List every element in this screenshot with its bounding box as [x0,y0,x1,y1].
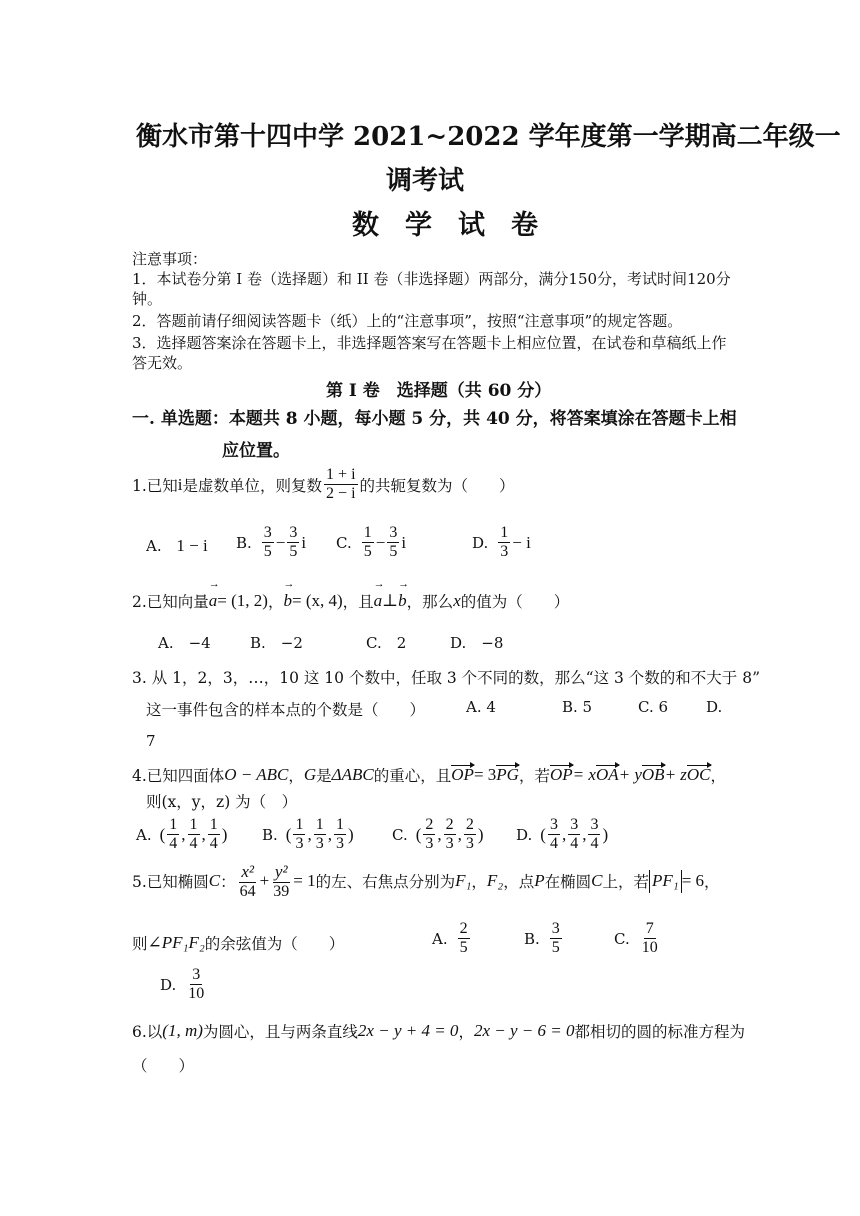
q1-option-c [336,524,406,562]
exam-subtitle: 数学试卷 [352,210,564,241]
q1-b-i: i [301,532,307,552]
q1-b-d2: 5 [289,543,298,561]
q4-d-d1: 4 [549,835,558,853]
q5-b-n: 3 [550,920,562,939]
note-item-3a: 3．选择题答案涂在答题卡上，非选择题答案写在答题卡上相应位置，在试卷和草稿纸上作 [132,334,727,352]
question-3-line1: 3. 从 1，2，3，…，10 这 10 个数中，任取 3 个不同的数，那么“这 3 个数的和不大于 8” [132,669,761,687]
q1-b-frac2 [287,524,299,562]
q4-d-n3: 3 [588,816,600,835]
note-item-2: 2．答题前请仔细阅读答题卡（纸）上的“注意事项”，按照“注意事项”的规定答题。 [132,312,683,330]
q4-a-n3: 1 [208,816,220,835]
q3-option-b: B. 5 [562,698,593,716]
q1-option-a-value: 1 − i [176,536,208,555]
exam-title-line1: 衡水市第十四中学 2021~2022 学年度第一学期高二年级一 [136,122,841,152]
q5-option-b [524,920,564,958]
q4-plus2: + z [664,765,687,784]
q5-end: ， [704,873,720,892]
q5-option-c-label: C. [614,929,630,948]
q5-a-n: 2 [458,920,470,939]
q4-c-d1: 3 [425,835,434,853]
q4-a-d3: 4 [209,835,218,853]
q5-p: P [534,871,545,891]
q1-suffix: 的共轭复数为（ ） [359,476,515,495]
q4-b-d2: 3 [315,835,324,853]
q1-option-b-label: B. [236,533,252,552]
question-5-line2 [132,932,344,954]
exam-title-line2: 调考试 [386,166,465,196]
question-2 [132,590,569,612]
q3-option-d-value: 7 [146,732,156,750]
q5-eq: = 1 [293,871,316,891]
q4-option-d: D. ( $\frac{3}{4}$ , $\frac{3}{4}$ , $\frac{3}{4}$ ) [516,816,609,853]
q4-c-d3: 3 [465,835,474,853]
q5-a-d: 5 [459,939,468,957]
q4-vec-ob: OB [641,765,665,784]
q4-b-n3: 1 [334,816,346,835]
q6-suffix: 都相切的圆的标准方程为 [574,1023,745,1041]
q2-option-d: D. −8 [450,634,504,652]
q2-option-b: B. −2 [250,634,303,652]
q5-line2-post: 的余弦值为（ ） [204,935,345,953]
q2-vector-a: → a [209,591,218,611]
q4-c-n2: 2 [444,816,456,835]
q2-cond-pre: ，且 [342,593,374,611]
question-4-line2: 则(x，y，z) 为（ ） [146,793,298,811]
q6-sep: ， [458,1023,474,1041]
q5-abs-pf1: PF₁ [649,870,682,892]
q5-angle: ∠PF₁F₂ [147,933,205,952]
q4-d-n2: 3 [568,816,580,835]
q5-option-b-label: B. [524,929,540,948]
q4-option-b-label: B. [262,825,278,844]
q5-frac-y [271,862,291,901]
q3-option-a: A. 4 [466,698,496,716]
q5-line2-pre: 则 [132,935,148,953]
q4-eq1: = 3 [473,765,497,784]
q5-den1: 64 [239,882,256,900]
q5-c-n: 7 [644,920,656,939]
q5-sep: ， [471,873,487,892]
question-6-line2: （ ） [132,1057,195,1075]
q1-b-op: − [275,532,286,552]
q1-c-d2: 5 [389,543,398,561]
q4-tetrahedron: O − ABC [224,765,289,784]
q5-eq6: = 6 [681,871,705,891]
q5-option-d-label: D. [160,975,177,994]
question-5 [132,862,720,901]
q4-g: G [303,765,317,784]
q5-mid3: 在椭圆 [544,873,592,892]
q2-sep: ， [267,593,284,611]
q5-f2: F₂ [486,871,504,891]
q2-prefix: 2.已知向量 [132,593,209,611]
part1-title: 第 Ⅰ 卷 选择题（共 60 分） [326,381,552,401]
q1-c-n1: 1 [362,524,374,543]
q4-c-n3: 2 [464,816,476,835]
q5-mid4: 上，若 [602,873,649,892]
question-6 [132,1020,745,1042]
q4-b-d1: 3 [295,835,304,853]
q1-i: i [177,474,183,494]
q5-x2: x² [241,862,254,881]
q1-prefix: 1.已知 [132,476,178,495]
q4-eq2: = x [572,765,596,784]
q1-fraction [324,466,357,504]
q4-mid1: ， [288,767,304,785]
q1-option-d-label: D. [472,533,489,552]
q2-suffix: 的值为（ ） [460,593,570,611]
q4-b-d3: 3 [335,835,344,853]
q2-x: x [453,591,461,610]
q1-d-n1: 1 [498,524,510,543]
note-item-3b: 答无效。 [132,354,193,372]
q4-c-d2: 3 [445,835,454,853]
q5-option-a-label: A. [432,929,448,948]
q4-option-c-label: C. [392,825,408,844]
question-3-line2: 这一事件包含的样本点的个数是（ ） [146,701,426,719]
q5-frac-x [238,862,258,901]
q4-option-c: C. ( $\frac{2}{3}$ , $\frac{2}{3}$ , $\frac{2}{3}$ ) [392,816,484,853]
question-4 [132,764,726,786]
q5-d-n: 3 [190,966,202,985]
q4-a-n1: 1 [167,816,179,835]
q5-plus: + [259,871,270,891]
q4-option-a: A. ( $\frac{1}{4}$ , $\frac{1}{4}$ , $\frac{1}{4}$ ) [136,816,228,853]
q1-b-d1: 5 [263,543,272,561]
q4-prefix: 4.已知四面体 [132,767,225,785]
q5-colon: ： [220,873,236,892]
q1-frac-den: 2 − i [326,485,356,503]
q5-c: C [208,871,221,891]
q5-c-d: 10 [641,939,658,957]
q4-option-b: B. ( $\frac{1}{3}$ , $\frac{1}{3}$ , $\frac{1}{3}$ ) [262,816,354,853]
q1-c-n2: 3 [387,524,399,543]
q1-c-op: − [375,532,386,552]
q1-option-d [472,524,531,562]
q4-b-n1: 1 [293,816,305,835]
q1-d-d1: 3 [500,543,509,561]
q4-plus1: + y [618,765,642,784]
q1-c-i: i [401,532,407,552]
q4-a-d1: 4 [169,835,178,853]
q4-triangle: ΔABC [331,765,374,784]
q4-a-d2: 4 [189,835,198,853]
section-heading-b: 应位置。 [222,441,290,461]
q6-mid: 为圆心，且与两条直线 [202,1023,358,1041]
q4-mid2: 是 [316,767,332,785]
q5-d-d: 10 [188,985,205,1003]
q5-prefix: 5.已知椭圆 [132,873,209,892]
q1-c-frac2 [387,524,399,562]
q4-vec-op2: OP [549,765,573,784]
q3-option-c: C. 6 [638,698,669,716]
q1-b-n1: 3 [262,524,274,543]
q6-prefix: 6.以 [132,1023,163,1041]
q5-option-a [432,920,472,958]
q5-den2: 39 [273,882,290,900]
q1-option-a [146,536,208,556]
q5-option-c [614,920,662,958]
q2-vector-b: → b [283,591,292,611]
q4-vec-oc: OC [686,765,711,784]
q4-d-d3: 4 [590,835,599,853]
question-1 [132,466,515,504]
q4-mid3: 的重心，且 [373,767,452,785]
q5-mid: 的左、右焦点分别为 [315,873,456,892]
q2-option-c: C. 2 [366,634,407,652]
q1-b-frac1 [262,524,274,562]
q4-mid4: ，若 [518,767,550,785]
q4-b-n2: 1 [314,816,326,835]
q4-d-n1: 3 [548,816,560,835]
q4-option-d-label: D. [516,825,533,844]
q6-center: (1, m) [162,1021,203,1040]
q5-b-d: 5 [551,939,560,957]
q5-f1: F₁ [455,871,472,891]
q1-d-frac [498,524,510,562]
q1-c-frac1 [362,524,374,562]
note-item-1a: 1．本试卷分第 I 卷（选择题）和 II 卷（非选择题）两部分，满分150分，考试时间120分 [132,270,731,288]
section-heading-a: 一. 单选题：本题共 8 小题，每小题 5 分，共 40 分，将答案填涂在答题卡上相 [132,409,737,429]
q1-mid: 是虚数单位，则复数 [182,476,323,495]
q4-vec-op: OP [451,765,474,784]
q5-c2: C [591,871,603,891]
q1-option-c-label: C. [336,533,352,552]
q5-mid2: ，点 [503,873,535,892]
q1-c-d1: 5 [363,543,372,561]
q6-line-b: 2x − y − 6 = 0 [473,1021,575,1040]
note-item-1b: 钟。 [132,290,163,308]
q6-line-a: 2x − y + 4 = 0 [357,1021,459,1040]
q2-perp: ⊥ [382,591,399,610]
q2-a-value: = (1, 2) [217,591,268,610]
q3-option-d: D. [706,698,723,716]
q2-option-a: A. −4 [158,634,211,652]
q5-y2: y² [274,862,288,881]
q2-vector-b-2: → b [398,591,407,611]
q2-vector-a-2: → a [374,591,383,611]
notes-heading: 注意事项： [132,250,208,268]
q4-option-a-label: A. [136,825,152,844]
q1-option-b [236,524,306,562]
q2-b-value: = (x, 4) [291,591,343,610]
q4-end: ， [710,767,727,785]
q1-b-n2: 3 [287,524,299,543]
q4-d-d2: 4 [570,835,579,853]
q4-vec-oa: OA [595,765,619,784]
q2-cond-post: ，那么 [406,593,454,611]
q1-frac-num: 1 + i [324,466,357,485]
q4-vec-pg: PG [496,765,519,784]
q4-c-n1: 2 [423,816,435,835]
q4-a-n2: 1 [188,816,200,835]
q5-option-d [160,966,208,1004]
q1-option-a-label: A. [146,537,162,555]
q1-d-rest: − i [512,532,531,552]
